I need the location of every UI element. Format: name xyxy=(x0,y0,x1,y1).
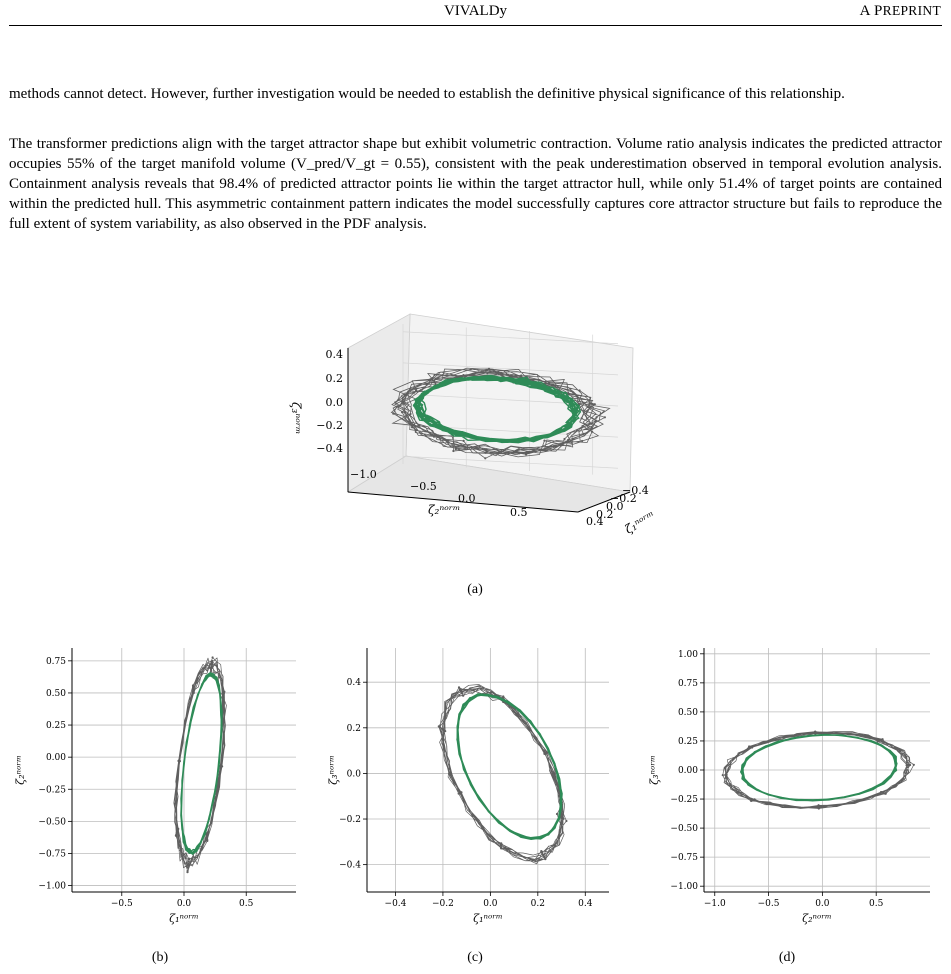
fig-d-y-tick-label: 0.25 xyxy=(677,736,698,747)
figure-a-target-point xyxy=(455,446,457,448)
fig-b-y-tick-label: −1.00 xyxy=(38,881,66,892)
fig-d-target-point xyxy=(906,764,908,766)
figure-a-target-point xyxy=(401,400,403,402)
fig-c-y-tick-label: 0.4 xyxy=(346,678,361,689)
fig-c-target-point xyxy=(544,752,546,754)
figure-a-target-point xyxy=(463,440,465,442)
figure-a-target-point xyxy=(579,389,581,391)
fig-d-x-tick-label: 0.5 xyxy=(869,899,884,909)
figure-a-target-point xyxy=(543,440,545,442)
figure-a-target-point xyxy=(486,372,488,374)
fig-b-target-point xyxy=(211,660,213,662)
fig-d-x-label: ζ₂ⁿᵒʳᵐ xyxy=(802,912,832,925)
figure-a-target-point xyxy=(455,448,457,450)
figure-a-target-point xyxy=(594,403,596,405)
figure-a-z-label: ζ₃ⁿᵒʳᵐ xyxy=(289,402,303,435)
fig-b-y-tick-label: −0.50 xyxy=(38,817,66,828)
fig-d-y-tick-label: 0.50 xyxy=(677,707,698,718)
figure-a-z-tick-label: 0.2 xyxy=(325,372,343,385)
figure-a-target-point xyxy=(401,411,403,413)
fig-b-target-point xyxy=(188,858,190,860)
fig-b-predicted-trajectory xyxy=(181,673,222,855)
figure-a-target-point xyxy=(587,406,589,408)
figure-a-3d-plot xyxy=(288,302,668,552)
figure-a-z-tick-label: 0.0 xyxy=(325,396,343,409)
fig-b-x-tick-label: 0.0 xyxy=(176,899,192,909)
fig-b-target-point xyxy=(178,760,180,762)
fig-b-target-point xyxy=(192,687,194,689)
figure-a-x-tick-label: 0.5 xyxy=(510,506,528,519)
fig-c-target-point xyxy=(462,694,464,696)
fig-c-y-tick-label: 0.0 xyxy=(346,769,361,780)
fig-c-target-point xyxy=(461,692,463,694)
figure-a-target-point xyxy=(520,374,522,376)
figure-a-target-point xyxy=(409,413,411,415)
fig-b-target-point xyxy=(206,837,208,839)
figure-a-target-point xyxy=(462,374,464,376)
fig-b-y-tick-label: −0.25 xyxy=(38,785,66,796)
figure-a-target-point xyxy=(412,425,414,427)
running-header-label xyxy=(860,3,941,20)
running-header-label-initial: A xyxy=(859,3,874,19)
fig-d-y-label: ζ₃ⁿᵒʳᵐ xyxy=(648,755,661,785)
figure-a-target-point xyxy=(545,450,547,452)
figure-a-target-point xyxy=(397,399,399,401)
figure-a-target-point xyxy=(436,435,438,437)
fig-c-target-trajectory xyxy=(439,685,567,864)
fig-d-target-point xyxy=(752,799,754,801)
paragraph-2: The transformer predictions align with the target attractor shape but exhibit volumetric contraction. Volume ratio analysis indicates the predicted attractor occupies 55% of the target manifold volume (V_pred/V_gt = 0.55), consistent with the peak underestimation observed in temporal evolution analysis. Containment analysis reveals that 98.4% of predicted attractor points lie within the target attractor hull, while only 51.4% of target points are contained within the predicted hull. This asymmetric containment pattern indicates the model successfully captures core attractor structure but fails to reproduce the full extent of system variability, as also observed in the PDF analysis. xyxy=(9,136,942,232)
figure-a-target-point xyxy=(413,387,415,389)
fig-c-y-label: ζ₃ⁿᵒʳᵐ xyxy=(327,755,340,785)
figure-a-z-tick-label: −0.2 xyxy=(316,419,343,432)
fig-b-target-point xyxy=(211,664,213,666)
running-header-title: VIVALDy xyxy=(443,3,508,19)
fig-d-y-tick-label: 1.00 xyxy=(677,649,698,660)
figure-a-target-point xyxy=(518,449,520,451)
figure-a-target-point xyxy=(432,377,434,379)
fig-b-target-point xyxy=(210,666,212,668)
fig-d-target-point xyxy=(880,739,882,741)
fig-b-target-point xyxy=(223,691,225,693)
fig-c-target-point xyxy=(460,791,462,793)
fig-b-x-tick-label: 0.5 xyxy=(239,899,254,909)
fig-d-target-point xyxy=(882,738,884,740)
figure-d-plot xyxy=(648,640,938,940)
figure-a-target-point xyxy=(418,424,420,426)
fig-d-target-point xyxy=(818,806,820,808)
fig-c-target-point xyxy=(458,793,460,795)
fig-c-target-point xyxy=(441,728,443,730)
fig-c-x-tick-label: 0.4 xyxy=(578,899,593,909)
fig-c-target-point xyxy=(562,817,564,819)
fig-d-y-tick-label: −0.75 xyxy=(670,853,698,864)
fig-b-target-point xyxy=(212,656,214,658)
figure-a-target-point xyxy=(563,438,565,440)
fig-d-target-point xyxy=(877,740,879,742)
fig-b-y-tick-label: −0.75 xyxy=(38,849,66,860)
fig-b-target-point xyxy=(187,867,189,869)
figure-a-z-tick-label: −0.4 xyxy=(316,442,343,455)
figure-a-y-label: ζ₁ⁿᵒʳᵐ xyxy=(622,508,658,537)
figure-a-target-point xyxy=(413,392,415,394)
fig-c-target-point xyxy=(500,847,502,849)
figure-a-target-point xyxy=(553,445,555,447)
figure-a-target-point xyxy=(581,417,583,419)
figure-c-plot xyxy=(327,640,617,940)
fig-c-target-point xyxy=(439,726,441,728)
fig-b-y-tick-label: 0.25 xyxy=(45,721,66,732)
fig-d-target-point xyxy=(750,800,752,802)
fig-d-x-tick-label: −0.5 xyxy=(757,899,780,909)
fig-b-target-point xyxy=(186,871,188,873)
fig-d-target-point xyxy=(913,764,915,766)
fig-c-y-tick-label: 0.2 xyxy=(346,723,361,734)
figure-a-target-point xyxy=(550,445,552,447)
fig-d-target-point xyxy=(722,774,724,776)
fig-b-y-tick-label: 0.00 xyxy=(45,753,66,764)
fig-b-target-point xyxy=(177,829,179,831)
fig-b-x-tick-label: −0.5 xyxy=(110,899,133,909)
fig-b-y-tick-label: 0.75 xyxy=(45,656,66,667)
figure-a-target-point xyxy=(394,401,396,403)
figure-a-z-tick-label: 0.4 xyxy=(325,348,343,361)
figure-a-caption: (a) xyxy=(467,582,483,597)
figure-a-target-point xyxy=(591,431,593,433)
figure-a-target-point xyxy=(415,389,417,391)
figure-a-target-point xyxy=(525,453,527,455)
fig-d-y-tick-label: −0.25 xyxy=(670,795,698,806)
figure-c-caption: (c) xyxy=(467,950,483,965)
fig-d-y-tick-label: −0.50 xyxy=(670,824,698,835)
figure-d-caption: (d) xyxy=(778,950,796,965)
fig-b-target-point xyxy=(175,835,177,837)
fig-d-target-point xyxy=(725,774,727,776)
fig-d-y-tick-label: 0.75 xyxy=(677,678,698,689)
fig-c-target-point xyxy=(459,688,461,690)
fig-c-x-tick-label: −0.4 xyxy=(384,899,407,909)
figure-a-target-point xyxy=(486,451,488,453)
figure-a-target-point xyxy=(414,425,416,427)
figure-a-y-tick-label: 0.4 xyxy=(586,515,604,528)
figure-a-target-point xyxy=(581,440,583,442)
figure-a-y-tick-label: −0.2 xyxy=(610,492,637,505)
figure-a-target-point xyxy=(433,380,435,382)
figure-a-target-point xyxy=(568,440,570,442)
fig-c-x-tick-label: 0.2 xyxy=(530,899,545,909)
figure-a-target-point xyxy=(572,391,574,393)
fig-d-target-point xyxy=(882,792,884,794)
fig-b-target-point xyxy=(192,689,194,691)
fig-d-target-point xyxy=(885,793,887,795)
figure-a-target-point xyxy=(452,450,454,452)
fig-d-y-tick-label: −1.00 xyxy=(670,882,698,893)
figure-a-target-point xyxy=(485,448,487,450)
figure-a-target-point xyxy=(588,430,590,432)
running-header-label-rest: REPRINT xyxy=(882,3,941,18)
fig-c-x-label: ζ₁ⁿᵒʳᵐ xyxy=(473,912,503,925)
figure-a-target-point xyxy=(403,402,405,404)
fig-b-target-point xyxy=(193,692,195,694)
fig-d-x-tick-label: 0.0 xyxy=(815,899,830,909)
figure-a-target-point xyxy=(404,411,406,413)
figure-a-y-tick-label: 0.2 xyxy=(596,508,614,521)
fig-b-x-label: ζ₁ⁿᵒʳᵐ xyxy=(169,912,199,925)
fig-c-y-tick-label: −0.4 xyxy=(339,860,361,871)
paragraph-1: methods cannot detect. However, further investigation would be needed to establish the definitive physical significance of this relationship. xyxy=(9,86,845,102)
fig-b-y-label: ζ₂ⁿᵒʳᵐ xyxy=(14,755,27,785)
figure-a-target-point xyxy=(580,427,582,429)
figure-a-x-label: ζ₂ⁿᵒʳᵐ xyxy=(428,503,461,517)
fig-c-target-point xyxy=(565,820,567,822)
figure-a-target-point xyxy=(518,452,520,454)
fig-d-target-point xyxy=(750,746,752,748)
fig-c-target-point xyxy=(500,845,502,847)
fig-b-target-point xyxy=(222,695,224,697)
running-header-label-p: P xyxy=(873,3,883,19)
fig-b-target-point xyxy=(176,832,178,834)
figure-a-x-tick-label: −0.5 xyxy=(410,480,437,493)
figure-a-target-point xyxy=(592,403,594,405)
figure-a-y-tick-label: 0.0 xyxy=(606,500,624,513)
fig-c-y-tick-label: −0.2 xyxy=(339,815,361,826)
fig-c-grid xyxy=(367,648,609,892)
figure-a-y-tick-label: −0.4 xyxy=(622,484,649,497)
figure-a-target-point xyxy=(586,418,588,420)
figure-a-target-point xyxy=(484,457,486,459)
fig-c-target-point xyxy=(544,858,546,860)
fig-c-target-point xyxy=(443,729,445,731)
figure-a-target-point xyxy=(596,416,598,418)
figure-a-target-point xyxy=(420,389,422,391)
figure-b-caption: (b) xyxy=(151,950,169,965)
figure-a-target-point xyxy=(429,378,431,380)
figure-b-plot xyxy=(14,640,304,940)
figure-a-target-point xyxy=(485,369,487,371)
fig-c-x-tick-label: 0.0 xyxy=(483,899,498,909)
figure-a-target-point xyxy=(604,416,606,418)
fig-b-target-point xyxy=(187,863,189,865)
fig-d-target-point xyxy=(814,731,816,733)
fig-c-x-tick-label: −0.2 xyxy=(431,899,454,909)
figure-a-target-point xyxy=(491,369,493,371)
fig-d-y-tick-label: 0.00 xyxy=(677,766,698,776)
fig-c-target-point xyxy=(542,854,544,856)
header-rule xyxy=(9,25,942,26)
figure-a-target-point xyxy=(488,368,490,370)
figure-a-target-point xyxy=(392,413,394,415)
fig-d-predicted-trajectory xyxy=(741,734,897,801)
fig-c-target-point xyxy=(556,813,558,815)
fig-b-target-point xyxy=(188,861,190,863)
figure-a-target-point xyxy=(548,382,550,384)
fig-b-y-tick-label: 0.50 xyxy=(45,688,66,699)
figure-a-x-tick-label: 0.0 xyxy=(458,492,476,505)
fig-b-target-point xyxy=(192,684,194,686)
figure-a-target-point xyxy=(433,436,435,438)
figure-a-x-tick-label: −1.0 xyxy=(350,468,377,481)
fig-b-target-point xyxy=(221,696,223,698)
fig-c-target-point xyxy=(540,850,542,852)
fig-d-x-tick-label: −1.0 xyxy=(703,899,726,909)
